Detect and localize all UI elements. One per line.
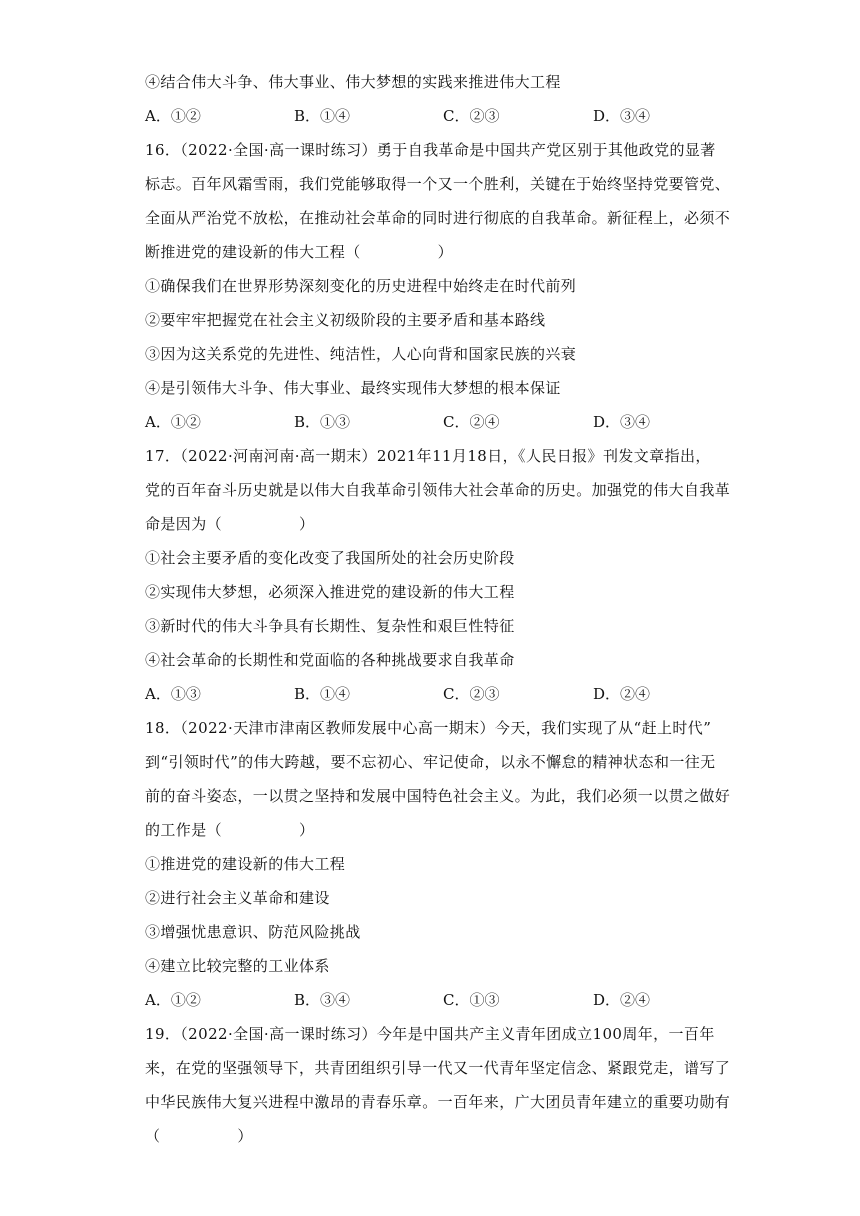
option-a: A．①② [145, 991, 201, 1009]
option-b: B．①③ [294, 413, 351, 431]
question-16-stem: 标志。百年风霜雪雨，我们党能够取得一个又一个胜利，关键在于始终坚持党要管党、 [145, 175, 731, 193]
option-d: D．③④ [593, 413, 651, 431]
option-b: B．①④ [294, 685, 351, 703]
option-d: D．③④ [593, 107, 651, 125]
question-19-stem: （ ） [145, 1127, 253, 1145]
option-c: C．②③ [443, 685, 500, 703]
question-17-stem: 命是因为（ ） [145, 515, 315, 533]
statement-q18-1: ①推进党的建设新的伟大工程 [145, 855, 346, 873]
option-d: D．②④ [593, 991, 651, 1009]
option-b: B．③④ [294, 991, 351, 1009]
question-16-stem: 全面从严治党不放松，在推动社会革命的同时进行彻底的自我革命。新征程上，必须不 [145, 209, 731, 227]
question-18-stem: 的工作是（ ） [145, 821, 315, 839]
option-c: C．①③ [443, 991, 500, 1009]
question-19-stem: 19．（2022·全国·高一课时练习）今年是中国共产主义青年团成立100周年，一百年 [145, 1025, 715, 1043]
statement-q18-4: ④建立比较完整的工业体系 [145, 957, 330, 975]
option-a: A．①③ [145, 685, 201, 703]
option-b: B．①④ [294, 107, 351, 125]
question-18-stem: 前的奋斗姿态，一以贯之坚持和发展中国特色社会主义。为此，我们必须一以贯之做好 [145, 787, 731, 805]
question-17-stem: 党的百年奋斗历史就是以伟大自我革命引领伟大社会革命的历史。加强党的伟大自我革 [145, 481, 731, 499]
question-18-stem: 到“引领时代”的伟大跨越，要不忘初心、牢记使命，以永不懈怠的精神状态和一往无 [145, 753, 716, 771]
question-17-stem: 17．（2022·河南河南·高一期末）2021年11月18日，《人民日报》刊发文章指出， [145, 447, 711, 465]
statement-q16-3: ③因为这关系党的先进性、纯洁性，人心向背和国家民族的兴衰 [145, 345, 577, 363]
question-16-stem: 16．（2022·全国·高一课时练习）勇于自我革命是中国共产党区别于其他政党的显著 [145, 141, 716, 159]
option-a: A．①② [145, 413, 201, 431]
statement-q16-1: ①确保我们在世界形势深刻变化的历史进程中始终走在时代前列 [145, 277, 577, 295]
options-q17 [145, 684, 745, 704]
statement-q18-2: ②进行社会主义革命和建设 [145, 889, 330, 907]
options-q15 [145, 106, 745, 126]
question-19-stem: 中华民族伟大复兴进程中激昂的青春乐章。一百年来，广大团员青年建立的重要功勋有 [145, 1093, 731, 1111]
option-d: D．②④ [593, 685, 651, 703]
statement-q15-4: ④结合伟大斗争、伟大事业、伟大梦想的实践来推进伟大工程 [145, 73, 561, 91]
statement-q16-2: ②要牢牢把握党在社会主义初级阶段的主要矛盾和基本路线 [145, 311, 546, 329]
statement-q17-1: ①社会主要矛盾的变化改变了我国所处的社会历史阶段 [145, 549, 515, 567]
statement-q17-4: ④社会革命的长期性和党面临的各种挑战要求自我革命 [145, 651, 515, 669]
statement-q16-4: ④是引领伟大斗争、伟大事业、最终实现伟大梦想的根本保证 [145, 379, 561, 397]
options-q18 [145, 990, 745, 1010]
statement-q17-2: ②实现伟大梦想，必须深入推进党的建设新的伟大工程 [145, 583, 515, 601]
statement-q17-3: ③新时代的伟大斗争具有长期性、复杂性和艰巨性特征 [145, 617, 515, 635]
question-18-stem: 18．（2022·天津市津南区教师发展中心高一期末）今天，我们实现了从“赶上时代” [145, 719, 712, 737]
options-q16 [145, 412, 745, 432]
option-c: C．②③ [443, 107, 500, 125]
option-c: C．②④ [443, 413, 500, 431]
question-19-stem: 来，在党的坚强领导下，共青团组织引导一代又一代青年坚定信念、紧跟党走，谱写了 [145, 1059, 731, 1077]
statement-q18-3: ③增强忧患意识、防范风险挑战 [145, 923, 361, 941]
question-16-stem: 断推进党的建设新的伟大工程（ ） [145, 243, 454, 261]
option-a: A．①② [145, 107, 201, 125]
